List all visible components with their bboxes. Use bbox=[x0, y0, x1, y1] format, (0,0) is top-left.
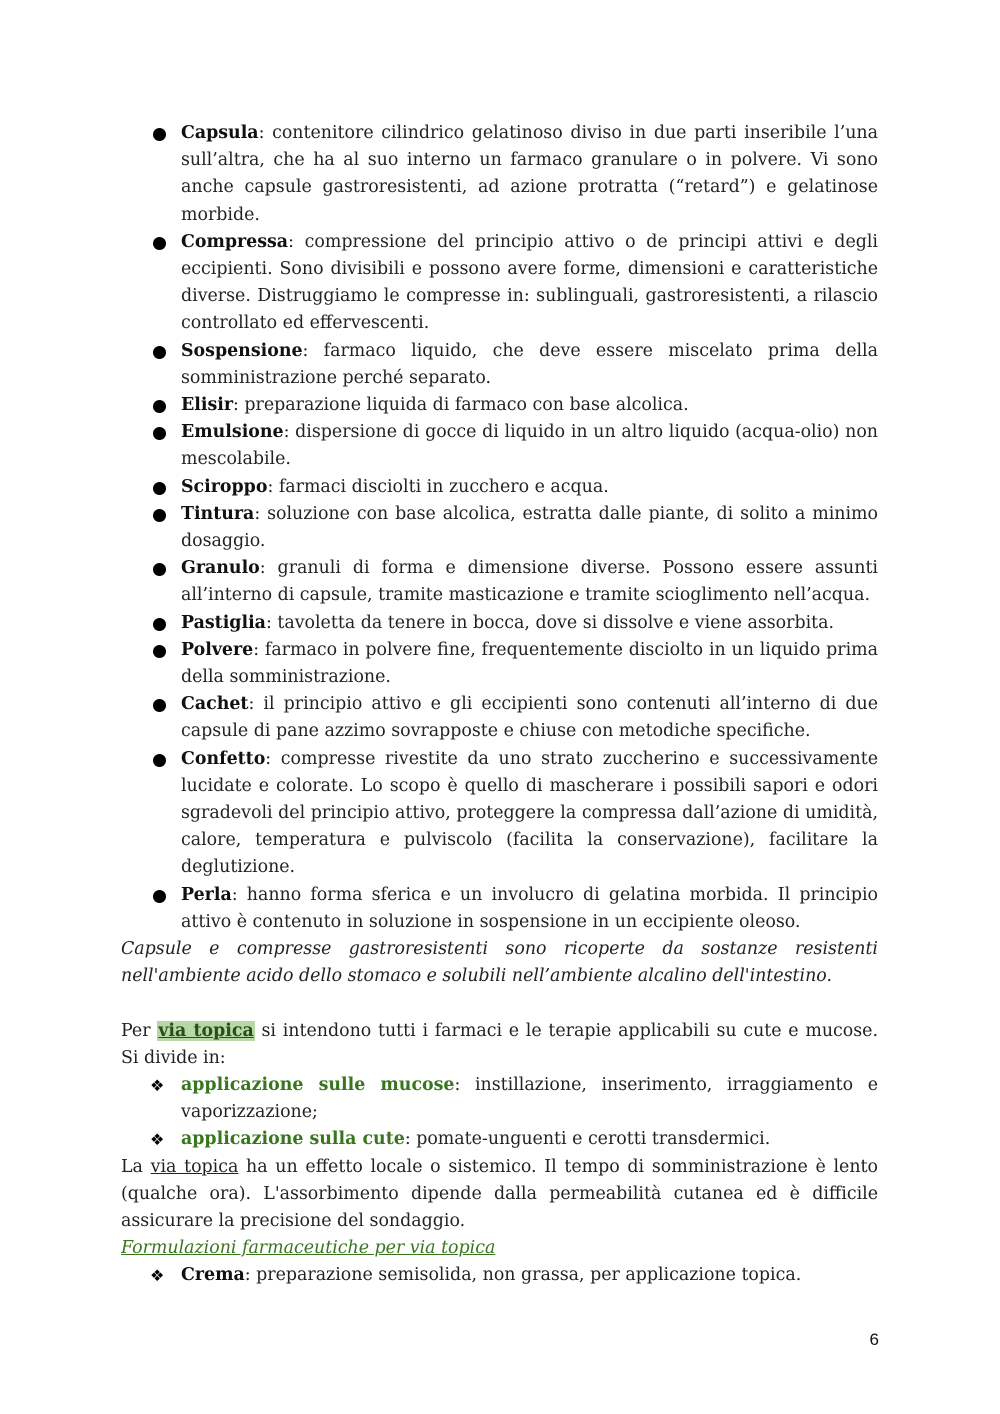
topica-forms-list bbox=[121, 1262, 878, 1289]
list-item-text: : compresse rivestite da uno strato zuccherino e successivamente lucidate e colorate. Lo scopo è quello di mascherare i possibili sapori e odori sgradevoli del principio attivo, proteggere la compressa dall’azione di umidità, calore, temperatura e pulviscolo (facilita la conservazione), facilitare la deglutizione. bbox=[181, 748, 878, 878]
list-item-term: Cachet bbox=[181, 694, 249, 715]
list-item bbox=[121, 746, 878, 882]
list-item-term: Emulsione bbox=[181, 422, 284, 443]
list-item-term: Compressa bbox=[181, 231, 289, 252]
bullet-icon bbox=[153, 563, 166, 576]
list-item-text: : dispersione di gocce di liquido in un altro liquido (acqua-olio) non mescolabile. bbox=[181, 422, 878, 470]
list-item-term: Sciroppo bbox=[181, 476, 268, 497]
topica-effect-paragraph bbox=[121, 1154, 878, 1236]
diamond-bullet-icon: ❖ bbox=[150, 1130, 165, 1150]
topica-effect-pre: La bbox=[121, 1156, 151, 1177]
list-item bbox=[121, 474, 878, 501]
pharmaceutical-forms-list bbox=[121, 120, 878, 936]
page-number: 6 bbox=[869, 1330, 879, 1349]
bullet-icon bbox=[153, 509, 166, 522]
list-item-term: Perla bbox=[181, 884, 232, 905]
list-item-term: Pastiglia bbox=[181, 612, 266, 633]
page-content bbox=[121, 120, 878, 1290]
list-item bbox=[121, 1072, 878, 1126]
list-item-text: : farmaci disciolti in zucchero e acqua. bbox=[267, 476, 609, 497]
list-item-term: Tintura bbox=[181, 503, 255, 524]
list-item bbox=[121, 555, 878, 609]
list-item-text: : instillazione, inserimento, irraggiamento e vaporizzazione; bbox=[181, 1074, 878, 1123]
bullet-icon bbox=[153, 618, 166, 631]
bullet-icon bbox=[153, 754, 166, 767]
topica-intro-pre: Per bbox=[121, 1020, 158, 1041]
topica-intro-paragraph bbox=[121, 1018, 878, 1072]
topica-underlined-term: via topica bbox=[150, 1156, 239, 1177]
bullet-icon bbox=[153, 699, 166, 712]
topica-subheading bbox=[121, 1235, 878, 1262]
topica-intro-post: si intendono tutti i farmaci e le terapie applicabili su cute e mucose. Si divide in: bbox=[121, 1020, 878, 1068]
list-item-text: : preparazione liquida di farmaco con base alcolica. bbox=[233, 395, 689, 416]
list-item-term: applicazione sulle mucose bbox=[181, 1074, 455, 1095]
bullet-icon bbox=[153, 346, 166, 359]
list-item-term: Sospensione bbox=[181, 340, 303, 361]
list-item-text: : farmaco liquido, che deve essere miscelato prima della somministrazione perché separato. bbox=[181, 340, 878, 388]
list-item bbox=[121, 1126, 878, 1153]
list-item-text: : il principio attivo e gli eccipienti sono contenuti all’interno di due capsule di pane azzimo sovrapposte e chiuse con metodiche specifiche. bbox=[181, 694, 878, 742]
paragraph-gap bbox=[121, 991, 878, 1018]
list-item-text: : contenitore cilindrico gelatinoso diviso in due parti inseribile l’una sull’altra, che ha al suo interno un farmaco granulare o in polvere. Vi sono anche capsule gastroresistenti, ad azione protratta (“retard”) e gelatinose morbide. bbox=[181, 123, 878, 225]
list-item bbox=[121, 610, 878, 637]
list-item bbox=[121, 419, 878, 473]
list-item bbox=[121, 120, 878, 229]
list-item-term: Elisir bbox=[181, 395, 234, 416]
list-item bbox=[121, 229, 878, 338]
list-item-term: Polvere bbox=[181, 639, 254, 660]
list-item bbox=[121, 1262, 878, 1289]
list-item-text: : soluzione con base alcolica, estratta dalle piante, di solito a minimo dosaggio. bbox=[181, 503, 878, 552]
list-item-term: Confetto bbox=[181, 748, 266, 769]
bullet-icon bbox=[153, 400, 166, 413]
list-item bbox=[121, 637, 878, 691]
list-item bbox=[121, 392, 878, 419]
bullet-icon bbox=[153, 128, 166, 141]
bullet-icon bbox=[153, 482, 166, 495]
topica-effect-post: ha un effetto locale o sistemico. Il tempo di somministrazione è lento (qualche ora). L'assorbimento dipende dalla permeabilità cutanea ed è difficile assicurare la precisione del sondaggio. bbox=[121, 1156, 878, 1231]
list-item-text: : preparazione semisolida, non grassa, per applicazione topica. bbox=[244, 1265, 802, 1286]
topica-application-list bbox=[121, 1072, 878, 1154]
list-item bbox=[121, 691, 878, 745]
bullet-icon bbox=[153, 427, 166, 440]
gastroresistant-note: Capsule e compresse gastroresistenti sono ricoperte da sostanze resistenti nell'ambiente acido dello stomaco e solubili nell’ambiente alcalino dell'intestino. bbox=[121, 939, 878, 987]
list-item-term: Crema bbox=[181, 1265, 245, 1286]
list-item bbox=[121, 338, 878, 392]
list-item-text: : compressione del principio attivo o de principi attivi e degli eccipienti. Sono divisibili e possono avere forme, dimensioni e caratteristiche diverse. Distruggiamo le compresse in: sublinguali, gastroresistenti, a rilascio controllato ed effervescenti. bbox=[181, 231, 878, 334]
list-item-text: : hanno forma sferica e un involucro di gelatina morbida. Il principio attivo è contenuto in soluzione in sospensione in un eccipiente oleoso. bbox=[181, 884, 878, 932]
list-item-term: Granulo bbox=[181, 558, 260, 579]
bullet-icon bbox=[153, 237, 166, 250]
list-item-text: : granuli di forma e dimensione diverse. Possono essere assunti all’interno di capsule, tramite masticazione e tramite scioglimento nell’acqua. bbox=[181, 558, 878, 606]
topica-subheading-text: Formulazioni farmaceutiche per via topica bbox=[121, 1238, 496, 1259]
list-item-text: : farmaco in polvere fine, frequentemente disciolto in un liquido prima della somministrazione. bbox=[181, 639, 878, 688]
list-item bbox=[121, 882, 878, 936]
bullet-icon bbox=[153, 890, 166, 903]
list-item-term: applicazione sulla cute bbox=[181, 1129, 405, 1150]
list-item-text: : pomate-unguenti e cerotti transdermici. bbox=[404, 1129, 771, 1150]
bullet-icon bbox=[153, 645, 166, 658]
list-item-term: Capsula bbox=[181, 123, 259, 143]
topica-highlight: via topica bbox=[158, 1020, 254, 1041]
diamond-bullet-icon: ❖ bbox=[150, 1075, 165, 1095]
list-item-text: : tavoletta da tenere in bocca, dove si dissolve e viene assorbita. bbox=[265, 612, 835, 633]
list-item bbox=[121, 501, 878, 555]
diamond-bullet-icon: ❖ bbox=[150, 1266, 165, 1286]
